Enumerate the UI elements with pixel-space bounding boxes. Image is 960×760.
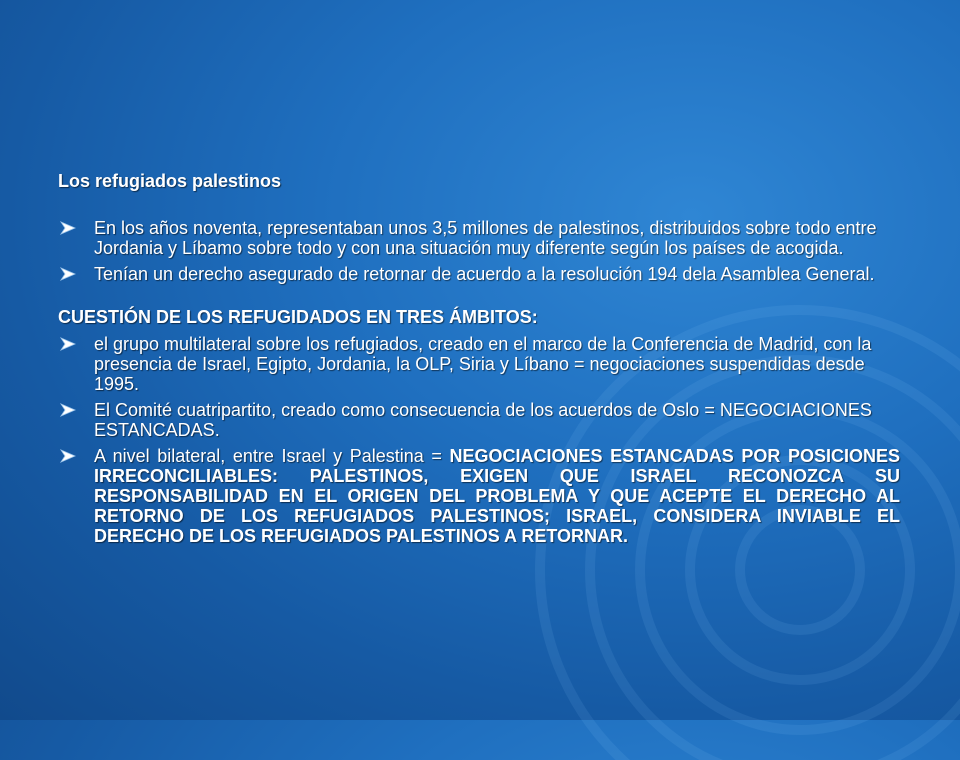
arrow-bullet-icon	[60, 337, 76, 351]
section-bullet-3	[58, 446, 900, 546]
section-bullet-lead: A nivel bilateral, entre Israel y Palestina =	[94, 446, 450, 466]
intro-bullet-text: En los años noventa, representaban unos 3,5 millones de palestinos, distribuidos sobre todo entre Jordania y Líbamo sobre todo y con una situación muy diferente según los países de acogida.	[94, 218, 877, 258]
section-bullet-1	[58, 334, 900, 394]
slide-content	[58, 170, 900, 552]
arrow-bullet-icon	[60, 449, 76, 463]
intro-bullet-text: Tenían un derecho asegurado de retornar de acuerdo a la resolución 194 dela Asamblea General.	[94, 264, 875, 284]
slide-title: Los refugiados palestinos	[58, 171, 282, 191]
section-bullet-text: El Comité cuatripartito, creado como consecuencia de los acuerdos de Oslo = NEGOCIACIONES ESTANCADAS.	[94, 400, 872, 440]
section-bullet-list	[58, 334, 900, 546]
arrow-bullet-icon	[60, 267, 76, 281]
intro-bullet-2	[58, 264, 900, 284]
intro-bullet-list	[58, 218, 900, 284]
arrow-bullet-icon	[60, 221, 76, 235]
arrow-bullet-icon	[60, 403, 76, 417]
intro-bullet-1	[58, 218, 900, 258]
section-title: CUESTIÓN DE LOS REFUGIDADOS EN TRES ÁMBITOS:	[58, 307, 538, 327]
section-bullet-emphasis: NEGOCIACIONES ESTANCADAS POR POSICIONES IRRECONCILIABLES: PALESTINOS, EXIGEN QUE ISRAEL RECONOZCA SU RESPONSABILIDAD EN EL ORIGEN DEL PROBLEMA Y QUE ACEPTE EL DERECHO AL RETORNO DE LOS REFUGIADOS PALESTINOS; ISRAEL, CONSIDERA INVIABLE EL DERECHO DE LOS REFUGIADOS PALESTINOS A RETORNAR.	[94, 446, 900, 546]
section-bullet-text: el grupo multilateral sobre los refugiados, creado en el marco de la Conferencia de Madrid, con la presencia de Israel, Egipto, Jordania, la OLP, Siria y Líbano = negociaciones suspendidas desde 1995.	[94, 334, 872, 394]
section-bullet-2	[58, 400, 900, 440]
